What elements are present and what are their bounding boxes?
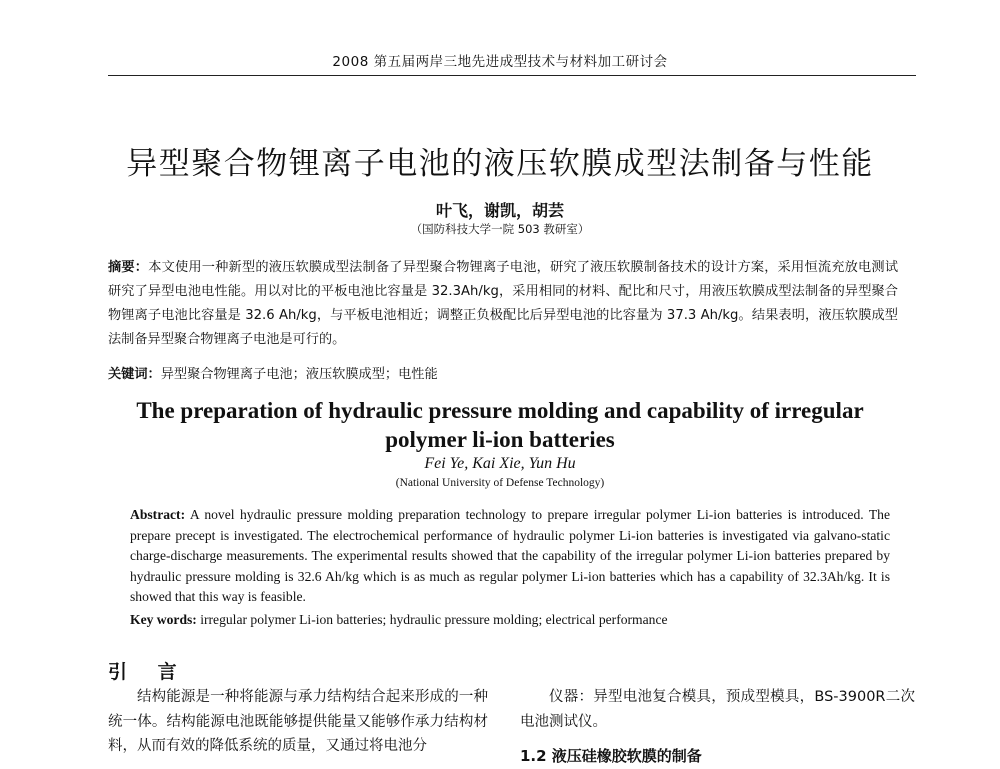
- keywords-chinese: [108, 363, 898, 382]
- abstract-english: [130, 505, 890, 608]
- title-chinese: 异型聚合物锂离子电池的液压软膜成型法制备与性能: [126, 146, 874, 182]
- title-english: The preparation of hydraulic pressure molding and capability of irregular polymer li-ion batteries: [136, 398, 864, 452]
- abstract-chinese-label: 摘要：: [108, 260, 149, 275]
- authors-chinese: 叶飞，谢凯，胡芸: [435, 201, 564, 220]
- header-rule: [108, 75, 916, 76]
- abstract-english-text: A novel hydraulic pressure molding preparation technology to prepare irregular polymer Li-ion batteries is introduced. The prepare precept is investigated. The electrochemical performance of hydraulic polymer Li-ion batteries is investigated via galvano-static charge-discharge measurements. The experimental results showed that the capability of the irregular polymer Li-ion batteries prepared by hydraulic pressure molding is 32.6 Ah/kg which is as much as regular polymer Li-ion batteries which has a capability of 32.3Ah/kg. It is showed that this way is feasible.: [130, 507, 890, 604]
- keywords-english: [130, 612, 890, 628]
- instruments-paragraph: 仪器：异型电池复合模具，预成型模具，BS-3900R二次电池测试仪。: [520, 689, 915, 730]
- running-head: 2008 第五届两岸三地先进成型技术与材料加工研讨会: [332, 54, 668, 70]
- keywords-chinese-label: 关键词：: [108, 367, 161, 382]
- body-column-right: [520, 685, 915, 769]
- section-heading-introduction: 引 言: [108, 661, 189, 683]
- body-column-left: [108, 685, 488, 759]
- affiliation-english: (National University of Defense Technology): [395, 477, 605, 489]
- abstract-english-label: Abstract:: [130, 507, 186, 522]
- abstract-chinese-text: 本文使用一种新型的液压软膜成型法制备了异型聚合物锂离子电池，研究了液压软膜制备技术的设计方案，采用恒流充放电测试研究了异型电池电性能。用以对比的平板电池比容量是 32.3Ah/kg，采用相同的材料、配比和尺寸，用液压软膜成型法制备的异型聚合物锂离子电池比容量是 32.6 Ah/kg，与平板电池相近；调整正负极配比后异型电池的比容量为 37.3 Ah/kg。结果表明，液压软膜成型法制备异型聚合物锂离子电池是可行的。: [108, 260, 899, 347]
- intro-paragraph: 结构能源是一种将能源与承力结构结合起来形成的一种统一体。结构能源电池既能够提供能量又能够作承力结构材料，从而有效的降低系统的质量，又通过将电池分: [108, 689, 488, 754]
- keywords-chinese-text: 异型聚合物锂离子电池；液压软膜成型；电性能: [160, 367, 438, 382]
- keywords-english-label: Key words:: [130, 612, 197, 627]
- affiliation-chinese: （国防科技大学一院 503 教研室）: [410, 222, 590, 236]
- subsection-heading: 1.2 液压硅橡胶软膜的制备: [520, 747, 702, 765]
- authors-english: Fei Ye, Kai Xie, Yun Hu: [424, 455, 576, 472]
- abstract-chinese: [108, 256, 898, 352]
- keywords-english-text: irregular polymer Li-ion batteries; hydraulic pressure molding; electrical performance: [196, 612, 668, 627]
